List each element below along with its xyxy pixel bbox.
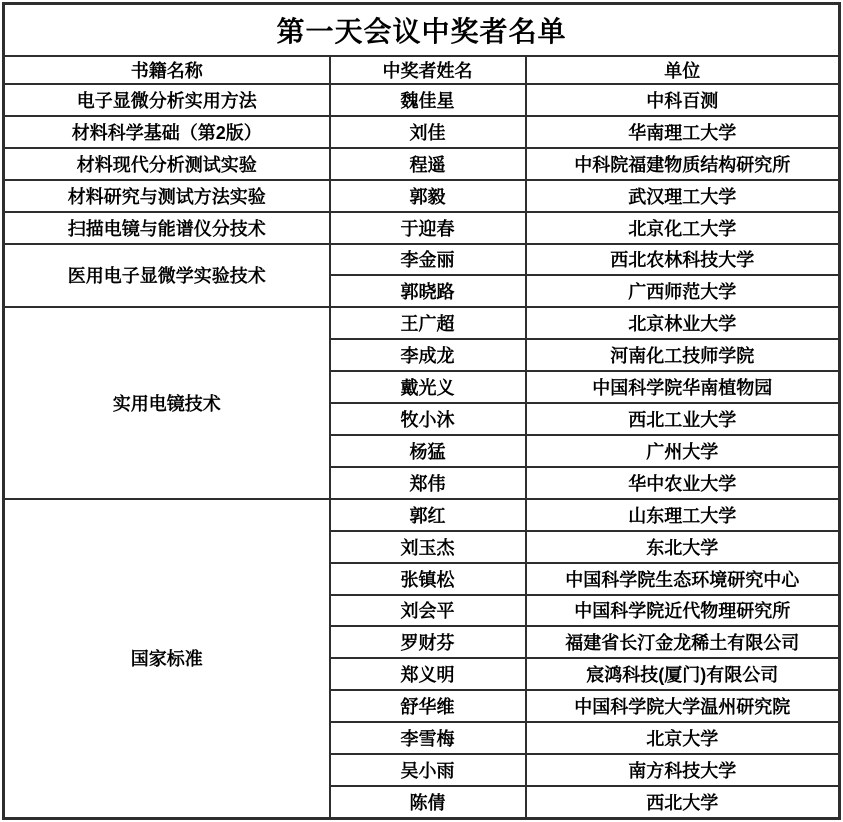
winner-name-cell: 王广超	[330, 307, 526, 339]
organization-cell: 武汉理工大学	[526, 180, 840, 212]
book-name-cell: 材料现代分析测试实验	[4, 148, 330, 180]
organization-cell: 北京大学	[526, 722, 840, 754]
organization-cell: 南方科技大学	[526, 754, 840, 786]
table-row	[4, 244, 840, 276]
organization-cell: 西北农林科技大学	[526, 244, 840, 276]
winner-name-cell: 吴小雨	[330, 754, 526, 786]
winner-name-cell: 程遥	[330, 148, 526, 180]
organization-cell: 北京林业大学	[526, 307, 840, 339]
organization-cell: 华南理工大学	[526, 116, 840, 148]
winner-name-cell: 罗财芬	[330, 626, 526, 658]
winner-name-cell: 郭毅	[330, 180, 526, 212]
winner-name-cell: 李成龙	[330, 339, 526, 371]
table-row	[4, 307, 840, 339]
winner-name-cell: 戴光义	[330, 371, 526, 403]
organization-cell: 东北大学	[526, 531, 840, 563]
winner-name-cell: 杨猛	[330, 435, 526, 467]
winner-name-cell: 张镇松	[330, 563, 526, 595]
winner-name-cell: 刘会平	[330, 595, 526, 627]
organization-cell: 中国科学院大学温州研究院	[526, 690, 840, 722]
organization-cell: 华中农业大学	[526, 467, 840, 499]
winners-table	[2, 2, 841, 820]
book-name-cell: 实用电镜技术	[4, 307, 330, 498]
book-name-cell: 医用电子显微学实验技术	[4, 244, 330, 308]
organization-cell: 西北工业大学	[526, 403, 840, 435]
organization-cell: 中国科学院近代物理研究所	[526, 595, 840, 627]
organization-cell: 广西师范大学	[526, 275, 840, 307]
table-row	[4, 180, 840, 212]
winner-name-cell: 于迎春	[330, 212, 526, 244]
book-name-cell: 国家标准	[4, 499, 330, 819]
column-header-2: 单位	[526, 56, 840, 84]
organization-cell: 山东理工大学	[526, 499, 840, 531]
winner-name-cell: 郭晓路	[330, 275, 526, 307]
winner-name-cell: 郑伟	[330, 467, 526, 499]
organization-cell: 福建省长汀金龙稀土有限公司	[526, 626, 840, 658]
table-row	[4, 148, 840, 180]
book-name-cell: 材料研究与测试方法实验	[4, 180, 330, 212]
organization-cell: 西北大学	[526, 786, 840, 819]
organization-cell: 中国科学院华南植物园	[526, 371, 840, 403]
book-name-cell: 材料科学基础（第2版）	[4, 116, 330, 148]
table-body	[4, 84, 840, 819]
winner-name-cell: 魏佳星	[330, 84, 526, 116]
winner-name-cell: 刘玉杰	[330, 531, 526, 563]
organization-cell: 中科百测	[526, 84, 840, 116]
winner-name-cell: 刘佳	[330, 116, 526, 148]
winner-name-cell: 陈倩	[330, 786, 526, 819]
winner-name-cell: 郑义明	[330, 658, 526, 690]
table-row	[4, 84, 840, 116]
table-title: 第一天会议中奖者名单	[4, 4, 840, 57]
book-name-cell: 电子显微分析实用方法	[4, 84, 330, 116]
column-header-1: 中奖者姓名	[330, 56, 526, 84]
organization-cell: 广州大学	[526, 435, 840, 467]
book-name-cell: 扫描电镜与能谱仪分技术	[4, 212, 330, 244]
organization-cell: 北京化工大学	[526, 212, 840, 244]
organization-cell: 河南化工技师学院	[526, 339, 840, 371]
winner-name-cell: 舒华维	[330, 690, 526, 722]
winner-name-cell: 牧小沐	[330, 403, 526, 435]
organization-cell: 中科院福建物质结构研究所	[526, 148, 840, 180]
header-row	[4, 56, 840, 84]
table-row	[4, 212, 840, 244]
winner-name-cell: 郭红	[330, 499, 526, 531]
column-header-0: 书籍名称	[4, 56, 330, 84]
table-row	[4, 499, 840, 531]
organization-cell: 中国科学院生态环境研究中心	[526, 563, 840, 595]
table-row	[4, 116, 840, 148]
organization-cell: 宸鸿科技(厦门)有限公司	[526, 658, 840, 690]
winner-name-cell: 李雪梅	[330, 722, 526, 754]
title-row	[4, 4, 840, 57]
winner-name-cell: 李金丽	[330, 244, 526, 276]
